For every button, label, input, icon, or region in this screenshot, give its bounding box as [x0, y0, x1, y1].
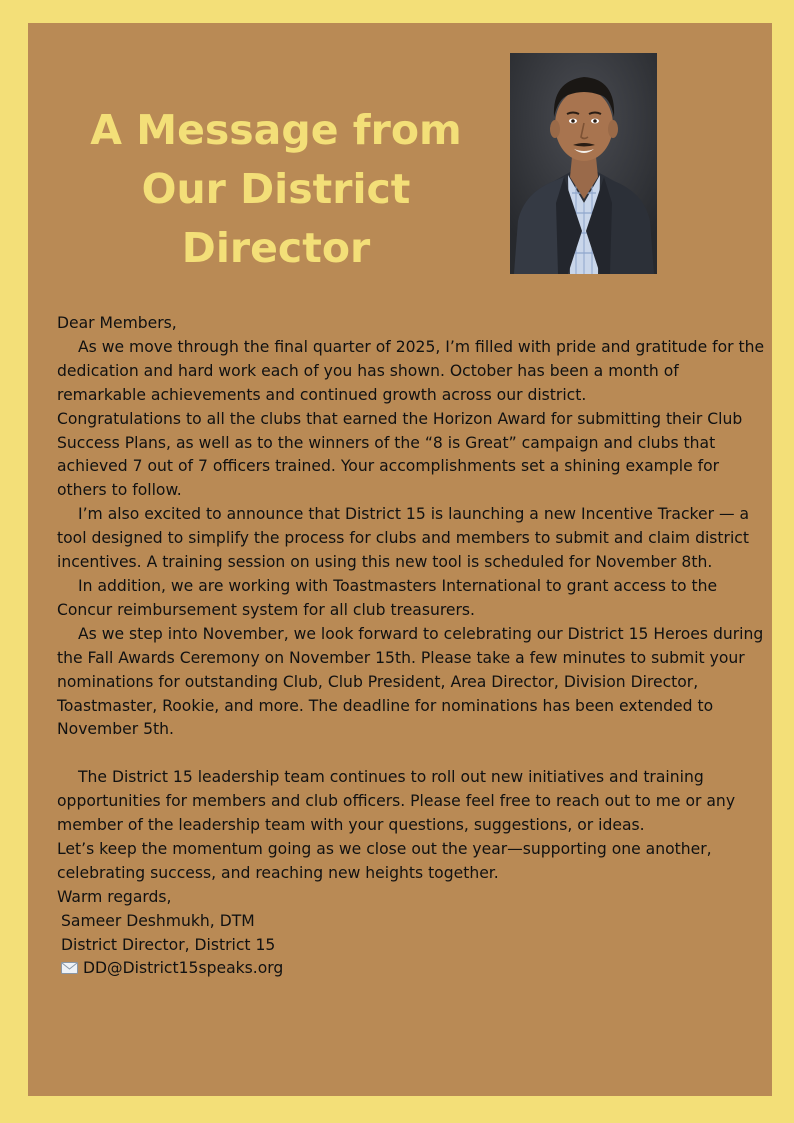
paragraph-gap: [57, 742, 772, 766]
paragraph-7: Let’s keep the momentum going as we close out the year—supporting one another, celebrating success, and reaching new heights together.: [57, 839, 712, 882]
envelope-icon: [61, 962, 78, 974]
paragraph-4: In addition, we are working with Toastmasters International to grant access to the Concur reimbursement system for all club treasurers.: [57, 576, 718, 619]
title-line-2: Our District: [141, 165, 411, 213]
letter-body: [57, 312, 772, 981]
title-line-1: A Message from: [90, 106, 462, 154]
paragraph-3: I’m also excited to announce that District 15 is launching a new Incentive Tracker — a tool designed to simplify the process for clubs and members to submit and claim district incentives. A training session on using this new tool is scheduled for November 8th.: [57, 505, 750, 572]
signature-name: Sameer Deshmukh, DTM: [61, 911, 255, 930]
greeting: Dear Members,: [57, 314, 177, 332]
signature-email-line: [57, 957, 772, 981]
signature-email[interactable]: DD@District15speaks.org: [83, 959, 284, 978]
newsletter-panel: [28, 23, 772, 1096]
paragraph-2: Congratulations to all the clubs that earned the Horizon Award for submitting their Club Success Plans, as well as to the winners of the “8 is Great” campaign and clubs that achieved 7 out of 7 officers trained. Your accomplishments set a shining example for others to follow.: [57, 409, 743, 500]
title-line-3: Director: [181, 224, 371, 272]
paragraph-5: As we step into November, we look forward to celebrating our District 15 Heroes during the Fall Awards Ceremony on November 15th. Please take a few minutes to submit your nominations for outstanding Club, Club President, Area Director, Division Director, Toastmaster, Rookie, and more. The deadline for nominations has been extended to November 5th.: [57, 624, 764, 739]
paragraph-1: As we move through the final quarter of 2025, I’m filled with pride and gratitude for the dedication and hard work each of you has shown. October has been a month of remarkable achievements and continued growth across our district.: [57, 337, 765, 404]
portrait-illustration: [510, 53, 657, 274]
signature-role: District Director, District 15: [61, 935, 276, 954]
page-title: [76, 101, 476, 278]
director-portrait: [510, 53, 657, 274]
closing: Warm regards,: [57, 887, 172, 906]
paragraph-6: The District 15 leadership team continues to roll out new initiatives and training opportunities for members and club officers. Please feel free to reach out to me or any member of the leadership team with your questions, suggestions, or ideas.: [57, 768, 736, 835]
